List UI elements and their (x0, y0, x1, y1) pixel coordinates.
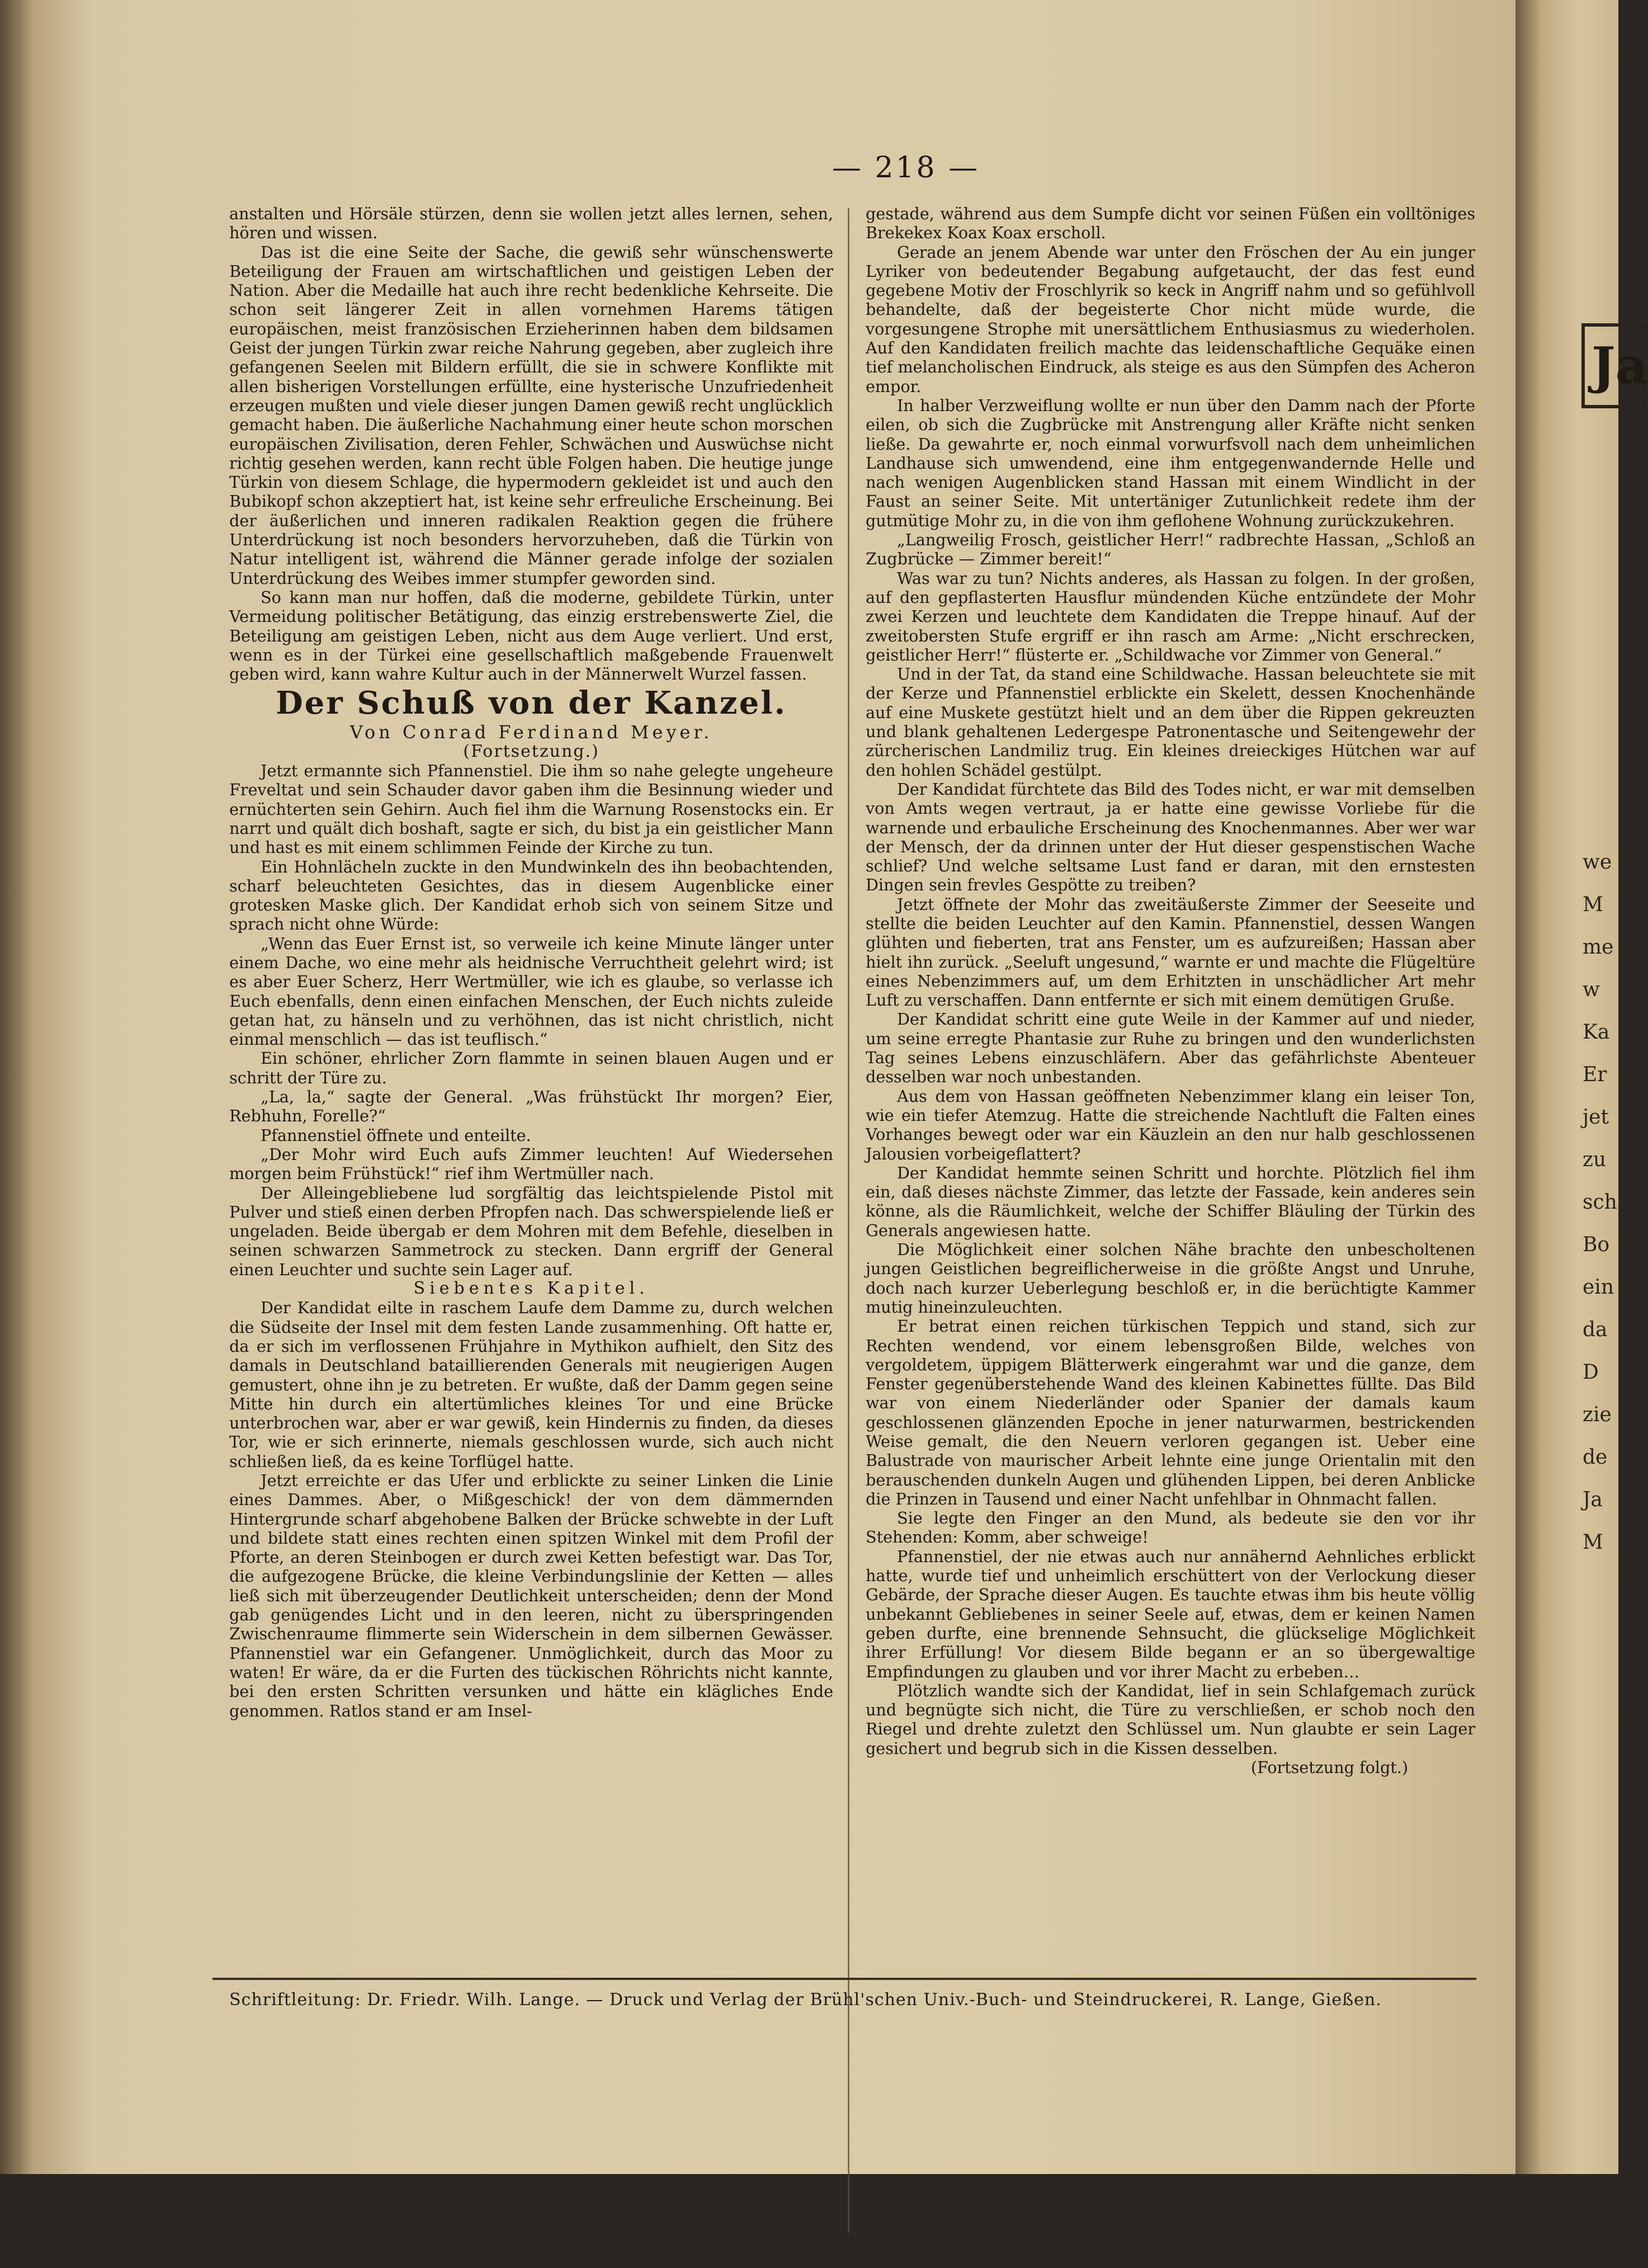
paragraph: Der Kandidat fürchtete das Bild des Todes nicht, er war mit demselben von Amts wegen vertraut, ja er hatte eine gewisse Vorliebe für die warnende und erbauliche Erscheinung des Knochenmannes. Aber wer war der Mensch, der da drinnen unter der Hut dieser gespenstischen Wache schlief? Und welche seltsame Lust fand er daran, mit den ernstesten Dingen sein frevles Gespötte zu treiben? (866, 779, 1475, 895)
paragraph: Ein schöner, ehrlicher Zorn flammte in seinen blauen Augen und er schritt der Türe zu. (229, 1049, 833, 1087)
paragraph: Die Möglichkeit einer solchen Nähe brachte den unbescholtenen jungen Geistlichen begreiflicherweise in die größte Angst und Unruhe, doch nach kurzer Ueberlegung beschloß er, in die berüchtigte Kammer mutig hineinzuleuchten. (866, 1240, 1475, 1317)
story-title: Der Schuß von der Kanzel. (276, 685, 787, 722)
paragraph: So kann man nur hoffen, daß die moderne, gebildete Türkin, unter Vermeidung politischer Betätigung, das einzig erstrebenswerte Ziel, die Beteiligung am geistigen Leben, nicht aus dem Auge verliert. Und erst, wenn es in der Türkei eine gesellschaftlich maßgebende Frauenwelt geben wird, kann wahre Kultur auch in der Männerwelt Wurzel fassen. (229, 587, 833, 684)
facing-page-fragment: D (1583, 1361, 1599, 1384)
continuation-note: (Fortsetzung.) (463, 741, 599, 761)
paragraph: Aus dem von Hassan geöffneten Nebenzimmer klang ein leiser Ton, wie ein tiefer Atemzug. Hatte die streichende Nachtluft die Falten eines Vorhanges bewegt oder war ein Käuzlein an den nur halb geschlossenen Jalousien vorbeigeflattert? (866, 1086, 1475, 1163)
facing-page-fragment: zu (1583, 1148, 1607, 1171)
paragraph: Das ist die eine Seite der Sache, die gewiß sehr wünschenswerte Beteiligung der Frauen am wirtschaftlichen und geistigen Leben der Nation. Aber die Medaille hat auch ihre recht bedenkliche Kehrseite. Die schon seit längerer Zeit in allen vornehmen Harems tätigen europäischen, meist französischen Erzieherinnen haben dem bildsamen Geist der jungen Türkin zwar reiche Nahrung gegeben, aber zugleich ihre gefangenen Seelen mit Bildern erfüllt, die sie in schwere Konflikte mit allen bisherigen Vorstellungen erfüllte, eine hysterische Unzufriedenheit erzeugen mußten und viele dieser jungen Damen gewiß recht unglücklich gemacht haben. Die äußerliche Nachahmung einer heute schon morschen europäischen Zivilisation, deren Fehler, Schwächen und Auswüchse nicht richtig gesehen werden, kann recht üble Folgen haben. Die heutige junge Türkin von diesem Schlage, die hypermodern gekleidet ist und auch den Bubikopf schon akzeptiert hat, ist keine sehr erfreuliche Erscheinung. Bei der äußerlichen und inneren radikalen Reaktion gegen die frühere Unterdrückung ist noch besonders hervorzuheben, daß die Türkin von Natur intelligent ist, während die Männer gerade infolge der sozialen Unterdrückung des Weibes immer stumpfer geworden sind. (229, 242, 833, 588)
paragraph: anstalten und Hörsäle stürzen, denn sie wollen jetzt alles lernen, sehen, hören und wissen. (229, 204, 833, 243)
facing-page-fragment: we (1583, 851, 1612, 874)
paragraph: Er betrat einen reichen türkischen Teppich und stand, sich zur Rechten wendend, vor einem lebensgroßen Bilde, welches von vergoldetem, üppigem Blätterwerk eingerahmt war und die ganze, dem Fenster gegenüberstehende Wand des kleinen Kabinettes füllte. Das Bild war von einem Niederländer oder Spanier der damals kaum geschlossenen glänzenden Epoche in jener naturwarmen, bestrickenden Weise gemalt, die den Neuern verloren gegangen ist. Ueber eine Balustrade von maurischer Arbeit lehnte eine junge Orientalin mit den berauschenden dunkeln Augen und glühenden Lippen, bei deren Anblicke die Prinzen in Tausend und einer Nacht unfehlbar in Ohnmacht fallen. (866, 1317, 1475, 1508)
paragraph: „Der Mohr wird Euch aufs Zimmer leuchten! Auf Wiedersehen morgen beim Frühstück!“ rief ihm Wertmüller nach. (229, 1144, 833, 1183)
paragraph: Ein Hohnlächeln zuckte in den Mundwinkeln des ihn beobachtenden, scharf beleuchteten Gesichtes, das in diesem Augenblicke einer grotesken Maske glich. Der Kandidat erhob sich von seinem Sitze und sprach nicht ohne Würde: (229, 857, 833, 934)
facing-page-fragment: M (1583, 893, 1603, 916)
imprint-footer: Schriftleitung: Dr. Friedr. Wilh. Lange. — Druck und Verlag der Brühl'schen Univ.-Buch- und Steindruckerei, R. Lange, Gießen. (229, 1990, 1382, 2010)
facing-page-fragment: M (1583, 1531, 1603, 1554)
paragraph: Der Kandidat schritt eine gute Weile in der Kammer auf und nieder, um seine erregte Phantasie zur Ruhe zu bringen und den wunderlichsten Tag seines Lebens einzuschläfern. Aber das gefährlichste Abenteuer desselben war noch unbestanden. (866, 1010, 1475, 1087)
facing-page-fragment: w (1583, 978, 1600, 1001)
paragraph: gestade, während aus dem Sumpfe dicht vor seinen Füßen ein volltöniges Brekekex Koax Koax erscholl. (866, 204, 1475, 243)
to-be-continued-note: (Fortsetzung folgt.) (1250, 1758, 1408, 1777)
paragraph: Sie legte den Finger an den Mund, als bedeute sie den vor ihr Stehenden: Komm, aber schweige! (866, 1508, 1475, 1547)
facing-page-fragment: de (1583, 1446, 1608, 1469)
paragraph: Jetzt öffnete der Mohr das zweitäußerste Zimmer der Seeseite und stellte die beiden Leuchter auf den Kamin. Pfannenstiel, dessen Wangen glühten und fieberten, trat ans Fenster, um es aufzureißen; Hassan aber hielt ihn zurück. „Seeluft ungesund,“ warnte er und machte die Flügeltüre eines Nebenzimmers auf, um dem Erhitzten in unschädlicher Art mehr Luft zu verschaffen. Dann entfernte er sich mit einem demütigen Gruße. (866, 894, 1475, 1010)
page-binding (0, 0, 34, 2174)
paragraph: Plötzlich wandte sich der Kandidat, lief in sein Schlafgemach zurück und begnügte sich nicht, die Türe zu verschließen, er schob noch den Riegel und drehte zuletzt den Schlüssel um. Nun glaubte er sein Lager gesichert und begrub sich in die Kissen desselben. (866, 1681, 1475, 1758)
facing-page-fragment: sch (1583, 1191, 1617, 1214)
paragraph: Und in der Tat, da stand eine Schildwache. Hassan beleuchtete sie mit der Kerze und Pfannenstiel erblickte ein Skelett, dessen Knochenhände auf eine Muskete gestützt hielt und an dem über die Rippen gekreuzten und blank gehaltenen Ledergespe Patronentasche und Seitengewehr der zürcherischen Landmiliz trug. Ein kleines dreieckiges Hütchen war auf den hohlen Schädel gestülpt. (866, 664, 1475, 780)
paragraph: Der Kandidat eilte in raschem Laufe dem Damme zu, durch welchen die Südseite der Insel mit dem festen Lande zusammenhing. Oft hatte er, da er sich im verflossenen Frühjahre in Mythikon aufhielt, den Sitz des damals in Deutschland bataillierenden Generals mit neugierigen Augen gemustert, ohne ihn je zu betreten. Er wußte, daß der Damm gegen seine Mitte hin durch ein altertümliches kleines Tor und eine Brücke unterbrochen war, aber er war gewiß, kein Hindernis zu finden, da dieses Tor, wie er sich erinnerte, niemals geschlossen wurde, sich auch nicht schließen ließ, da es keine Torflügel hatte. (229, 1298, 833, 1471)
paragraph: In halber Verzweiflung wollte er nun über den Damm nach der Pforte eilen, ob sich die Zugbrücke mit Anstrengung aller Kräfte nicht senken ließe. Da gewahrte er, noch einmal vorwurfsvoll nach dem unheimlichen Landhause sich umwendend, eine ihm entgegenwandernde Helle und nach wenigen Augenblicken stand Hassan mit einem Windlicht in der Faust an seiner Seite. Mit untertäniger Zutunlichkeit redete ihm der gutmütige Mohr zu, in die von ihm geflohene Wohnung zurückzukehren. (866, 395, 1475, 530)
paragraph: Was war zu tun? Nichts anderes, als Hassan zu folgen. In der großen, auf den gepflasterten Hausflur mündenden Küche entzündete der Mohr zwei Kerzen und leuchtete dem Kandidaten die Treppe hinauf. Auf der zweitobersten Stufe ergriff er ihn rasch am Arme: „Nicht erschrecken, geistlicher Herr!“ flüsterte er. „Schildwache vor Zimmer von General.“ (866, 568, 1475, 664)
facing-page-fragment: jet (1583, 1106, 1609, 1129)
right-column (866, 204, 1475, 2268)
paragraph: Gerade an jenem Abende war unter den Fröschen der Au ein junger Lyriker von bedeutender Begabung aufgetaucht, der das fest eund gegebene Motiv der Froschlyrik so keck in Angriff nahm und so gefühlvoll behandelte, daß der begeisterte Chor nicht müde wurde, die vorgesungene Strophe mit unersättlichem Enthusiasmus zu wiederholen. Auf den Kandidaten freilich machte das leidenschaftliche Gequäke einen tief melancholischen Eindruck, als steige es aus den Sümpfen des Acheron empor. (866, 242, 1475, 396)
facing-page-fragment: Ka (1583, 1021, 1610, 1044)
chapter-heading: Siebentes Kapitel. (413, 1279, 649, 1299)
facing-page-fragment: ein (1583, 1276, 1614, 1299)
page-number: — 218 — (832, 151, 980, 185)
paragraph: Pfannenstiel öffnete und enteilte. (261, 1125, 531, 1145)
paragraph: Jetzt erreichte er das Ufer und erblickte zu seiner Linken die Linie eines Dammes. Aber, o Mißgeschick! der von dem dämmernden Hintergrunde scharf abgehobene Balken der Brücke schwebte in der Luft und bildete statt eines rechten einen spitzen Winkel mit dem Profil der Pforte, an deren Steinbogen er durch zwei Ketten befestigt war. Das Tor, die aufgezogene Brücke, die kleine Verbindungslinie der Ketten — alles ließ sich mit überzeugender Deutlichkeit unterscheiden; denn der Mond gab genügendes Licht und in den leeren, nicht zu überspringenden Zwischenraume flimmerte sein Widerschein in dem silbernen Gewässer. Pfannenstiel war ein Gefangener. Unmöglichkeit, durch das Moor zu waten! Er wäre, da er die Furten des tückischen Röhrichts nicht kannte, bei den ersten Schritten versunken und hätte ein klägliches Ende genommen. Ratlos stand er am Insel- (229, 1471, 833, 1720)
paragraph: „Wenn das Euer Ernst ist, so verweile ich keine Minute länger unter einem Dache, wo eine mehr als heidnische Verruchtheit gelehrt wird; ist es aber Euer Scherz, Herr Wertmüller, wie ich es glaube, so verlasse ich Euch ebenfalls, denn einen einfachen Menschen, der Euch nichts zuleide getan hat, zu hänseln und zu verhöhnen, das ist nicht christlich, nicht einmal menschlich — das ist teuflisch.“ (229, 933, 833, 1049)
facing-page-fragment: da (1583, 1318, 1608, 1341)
column-divider (848, 208, 849, 2233)
facing-page-edge (1515, 0, 1648, 2174)
facing-page-fragment: zie (1583, 1403, 1612, 1426)
paragraph: „La, la,“ sagte der General. „Was frühstückt Ihr morgen? Eier, Rebhuhn, Forelle?“ (229, 1087, 833, 1126)
story-author: Von Conrad Ferdinand Meyer. (350, 722, 713, 743)
facing-page-boxed-letter: Ja (1581, 323, 1645, 408)
paragraph: Pfannenstiel, der nie etwas auch nur annähernd Aehnliches erblickt hatte, wurde tief und unheimlich erschüttert von der Verlockung dieser Gebärde, der Sprache dieser Augen. Es tauchte etwas ihm bis heute völlig unbekannt Gebliebenes in seiner Seele auf, etwas, dem er keinen Namen geben durfte, eine brennende Sehnsucht, die glückselige Möglichkeit ihrer Erfüllung! Vor diesem Bilde begann er an so übergewaltige Empfindungen zu glauben und vor ihrer Macht zu erbeben… (866, 1546, 1475, 1681)
footer-rule (213, 1978, 1476, 1980)
paragraph: „Langweilig Frosch, geistlicher Herr!“ radbrechte Hassan, „Schloß an Zugbrücke — Zimmer bereit!“ (866, 530, 1475, 569)
facing-page-fragment: me (1583, 936, 1614, 959)
paragraph: Der Kandidat hemmte seinen Schritt und horchte. Plötzlich fiel ihm ein, daß dieses nächste Zimmer, das letzte der Fassade, kein anderes sein könne, als die Räumlichkeit, welche der Schiffer Bläuling der Türkin des Generals angewiesen hatte. (866, 1163, 1475, 1240)
facing-page-fragment: Bo (1583, 1233, 1610, 1256)
paragraph: Jetzt ermannte sich Pfannenstiel. Die ihm so nahe gelegte ungeheure Freveltat und sein Schauder davor gaben ihm die Besinnung wieder und ernüchterten sein Gehirn. Auch fiel ihm die Warnung Rosenstocks ein. Er narrt und quält dich boshaft, sagte er sich, du bist ja ein geistlicher Mann und hast es mit einem schlimmen Feinde der Kirche zu tun. (229, 761, 833, 857)
left-column (229, 204, 833, 2268)
facing-page-fragment: Er (1583, 1063, 1607, 1086)
paragraph: Der Alleingebliebene lud sorgfältig das leichtspielende Pistol mit Pulver und stieß einen derben Pfropfen nach. Das schwerspielende ließ er ungeladen. Beide übergab er dem Mohren mit dem Befehle, dieselben in seinen schwarzen Sammetrock zu stecken. Dann ergriff der General einen Leuchter und suchte sein Lager auf. (229, 1183, 833, 1279)
facing-page-fragment: Ja (1583, 1488, 1603, 1511)
